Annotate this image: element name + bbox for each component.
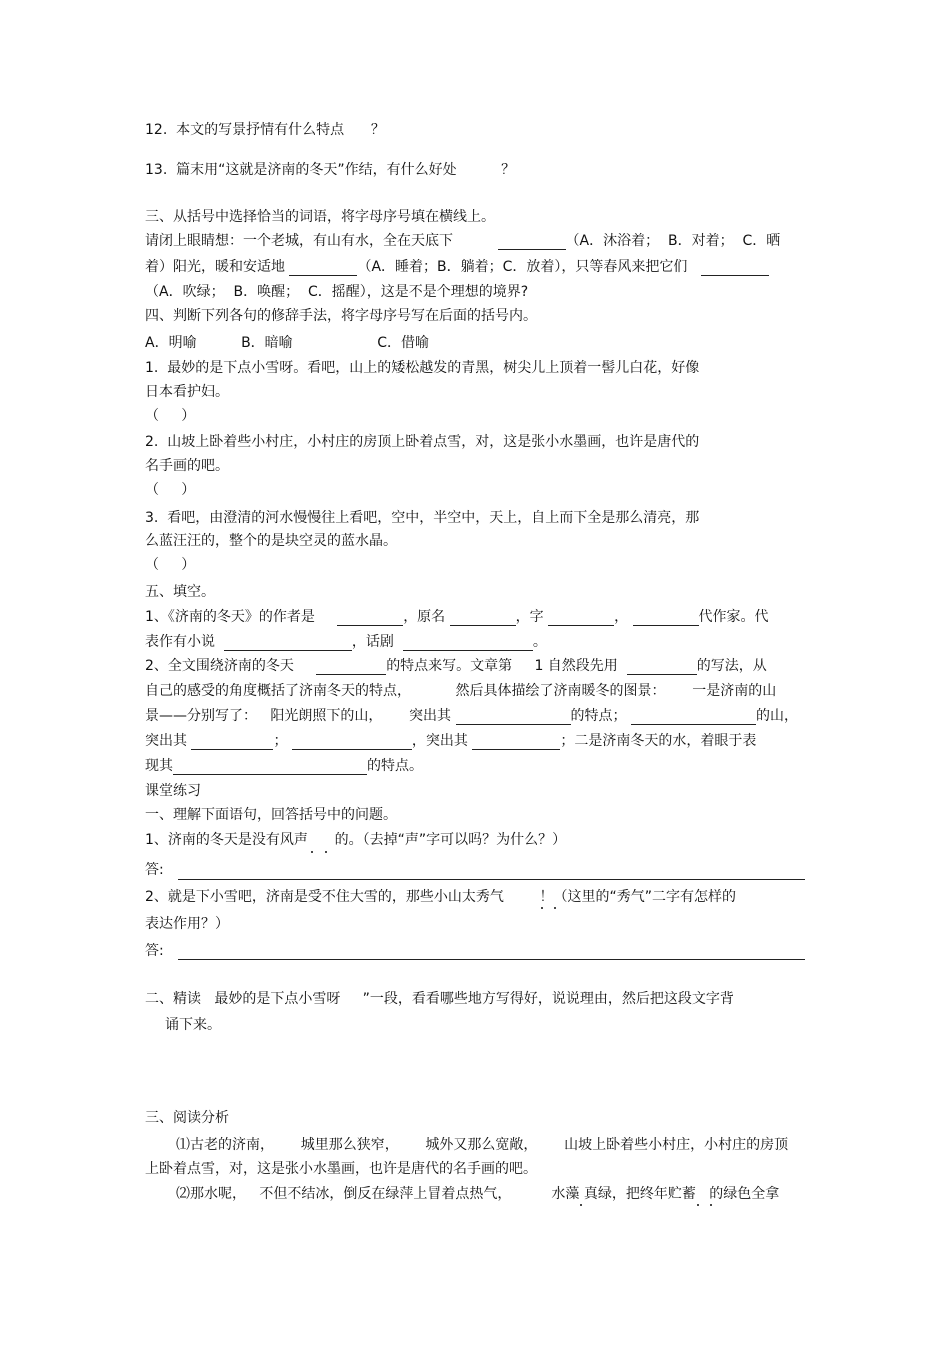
answer-line-2[interactable] — [178, 959, 805, 960]
s4-question-3-line-1: 3. 看吧，由澄清的河水慢慢往上看吧，空中，半空中，天上，自上而下全是那么清亮，那 — [145, 510, 700, 526]
question-13: 13. 篇末用“这就是济南的冬天”作结，有什么好处 ？ — [145, 162, 516, 178]
section-3-line-1: 请闭上眼睛想：一个老城，有山有水，全在天底下 （A．沐浴着； B．对着； C．晒 — [145, 233, 781, 249]
class-section-2-line-1: 二、精读 最妙的是下点小雪呀 ”一段，看看哪些地方写得好，说说理由，然后把这段文字背 — [145, 991, 734, 1007]
section-4-options: A．明喻 B．暗喻 C．借喻 — [145, 335, 430, 351]
question-12: 12. 本文的写景抒情有什么特点 ？ — [145, 122, 385, 138]
s4-question-3-line-2: 么蓝汪汪的，整个的是块空灵的蓝水晶。 — [145, 533, 397, 549]
s4-question-2-line-2: 名手画的吧。 — [145, 458, 229, 474]
class-question-1: 1、济南的冬天是没有风声 的。（去掉“声”字可以吗？为什么？） — [145, 832, 567, 848]
answer-label-1: 答: — [145, 862, 164, 878]
answer-paren-3[interactable]: （ ） — [145, 557, 196, 573]
reading-para-1-line-2: 上卧着点雪，对，这是张小水墨画，也许是唐代的名手画的吧。 — [145, 1161, 537, 1177]
emphasis-dot — [541, 907, 543, 909]
fill-2-line-4: 突出其 ； ，突出其 ；二是济南冬天的水，着眼于表 — [145, 733, 757, 749]
fill-1-line-2: 表作有小说 ，话剧 。 — [145, 634, 547, 650]
reading-para-1-line-1: ⑴古老的济南， 城里那么狭窄， 城外又那么宽敞， 山坡上卧着些小村庄，小村庄的房顶 — [176, 1137, 789, 1153]
fill-2-line-1: 2、全文围绕济南的冬天 的特点来写。文章第 1 自然段先用 的写法，从 — [145, 658, 767, 674]
s4-question-2-line-1: 2. 山坡上卧着些小村庄，小村庄的房顶上卧着点雪，对，这是张小水墨画，也许是唐代的 — [145, 434, 700, 450]
blank-1[interactable] — [498, 235, 566, 250]
emphasis-dot — [554, 907, 556, 909]
s4-question-1-line-2: 日本看护妇。 — [145, 384, 229, 400]
class-section-2-line-2: 诵下来。 — [165, 1017, 221, 1033]
section-4-title: 四、判断下列各句的修辞手法，将字母序号写在后面的括号内。 — [145, 308, 537, 324]
answer-paren-1[interactable]: （ ） — [145, 408, 196, 424]
emphasis-dot — [325, 851, 327, 853]
fill-2-line-3: 景——分别写了： 阳光朗照下的山， 突出其 的特点； 的山， — [145, 708, 798, 724]
class-question-2-line-2: 表达作用？） — [145, 916, 229, 932]
class-question-2-line-1: 2、就是下小雪吧，济南是受不住大雪的，那些小山太秀气 ！（这里的“秀气”二字有怎样的 — [145, 889, 737, 905]
blank-3[interactable] — [701, 261, 769, 276]
fill-2-line-2: 自己的感受的角度概括了济南冬天的特点， 然后具体描绘了济南暖冬的图景： 一是济南的山 — [145, 683, 777, 699]
reading-para-2-line-1: ⑵那水呢， 不但不结冰，倒反在绿萍上冒着点热气， 水藻 真绿，把终年贮蓄 的绿色全拿 — [176, 1186, 780, 1202]
answer-paren-2[interactable]: （ ） — [145, 482, 196, 498]
emphasis-dot — [710, 1204, 712, 1206]
emphasis-dot — [697, 1204, 699, 1206]
class-section-3-title: 三、阅读分析 — [145, 1110, 229, 1126]
fill-1-line-1: 1、《济南的冬天》的作者是 ，原名 ，字 ， 代作家。代 — [145, 609, 769, 625]
section-3-line-2: 着）阳光，暖和安适地 （A．睡着；B．躺着；C．放着），只等春风来把它们 — [145, 258, 769, 276]
section-3-title: 三、从括号中选择恰当的词语，将字母序号填在横线上。 — [145, 209, 495, 225]
section-3-line-3: （A．吹绿； B．唤醒； C．摇醒），这是不是个理想的境界? — [145, 284, 529, 300]
emphasis-dot — [311, 851, 313, 853]
fill-2-line-5: 现其 的特点。 — [145, 758, 423, 774]
section-5-title: 五、填空。 — [145, 584, 215, 600]
answer-label-2: 答: — [145, 943, 164, 959]
blank-2[interactable] — [289, 261, 357, 276]
emphasis-dot — [580, 1204, 582, 1206]
answer-line-1[interactable] — [178, 879, 805, 880]
class-section-1-title: 一、理解下面语句，回答括号中的问题。 — [145, 807, 397, 823]
class-practice-title: 课堂练习 — [145, 783, 201, 799]
s4-question-1-line-1: 1. 最妙的是下点小雪呀。看吧，山上的矮松越发的青黑，树尖儿上顶着一髻儿白花，好像 — [145, 360, 700, 376]
